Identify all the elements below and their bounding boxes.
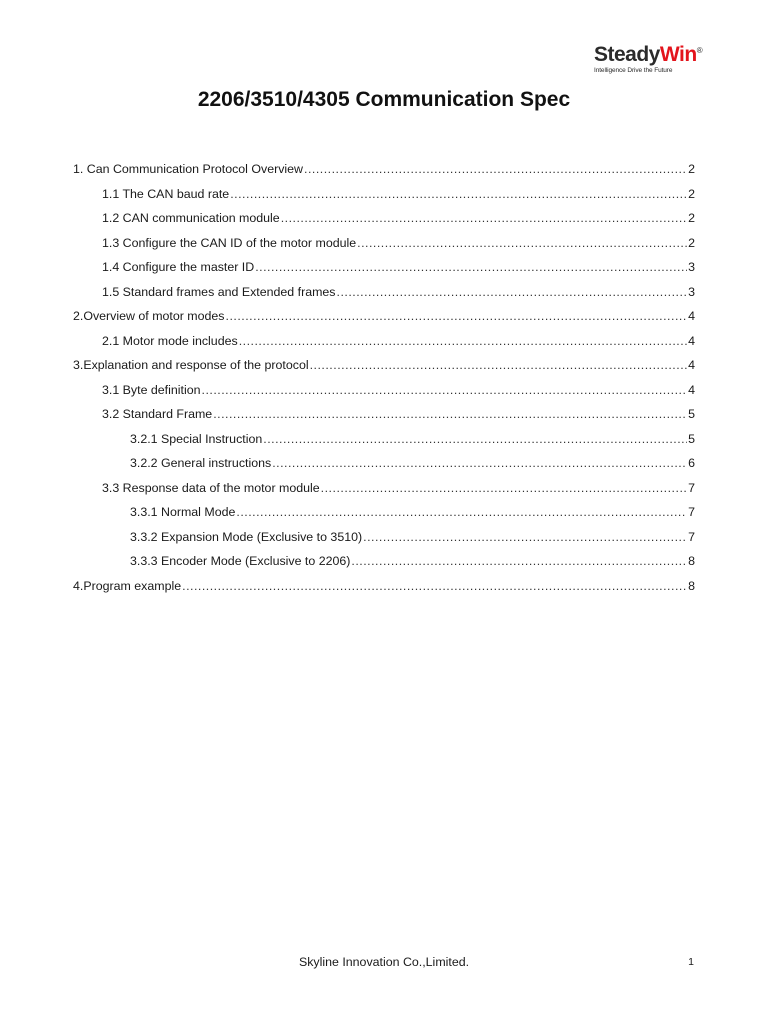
toc-dot-leader xyxy=(272,451,687,476)
toc-entry-title: 2.Overview of motor modes xyxy=(73,309,225,323)
toc-entry[interactable] xyxy=(73,182,695,207)
toc-entry[interactable] xyxy=(73,304,695,329)
toc-entry-page: 7 xyxy=(688,480,695,495)
toc-entry-title: 1.2 CAN communication module xyxy=(102,211,280,225)
toc-entry-title: 1.3 Configure the CAN ID of the motor module xyxy=(102,235,357,250)
toc-entry[interactable] xyxy=(73,427,695,452)
toc-dot-leader xyxy=(226,304,688,329)
toc-entry-title: 3.Explanation and response of the protocol xyxy=(73,358,309,372)
toc-entry-page: 3 xyxy=(688,284,695,299)
toc-entry-page: 5 xyxy=(688,431,695,446)
logo-registered-mark: ® xyxy=(696,46,703,55)
toc-dot-leader xyxy=(304,157,687,182)
toc-entry-page: 7 xyxy=(688,505,695,519)
toc-entry[interactable] xyxy=(73,206,695,231)
toc-entry-title: 3.2.1 Special Instruction xyxy=(130,431,263,446)
logo-word-win: Win xyxy=(659,43,697,66)
toc-dot-leader xyxy=(236,500,687,525)
toc-entry-title: 1.5 Standard frames and Extended frames xyxy=(102,284,336,299)
toc-entry-page: 7 xyxy=(688,529,695,544)
steadywin-logo xyxy=(594,40,703,74)
toc-dot-leader xyxy=(239,329,687,354)
logo-tagline: Intelligence Drive the Future xyxy=(594,67,673,74)
toc-entry[interactable] xyxy=(73,451,695,476)
toc-entry-page: 8 xyxy=(688,578,695,593)
toc-entry-title: 3.3 Response data of the motor module xyxy=(102,480,320,495)
footer-company: Skyline Innovation Co.,Limited. xyxy=(298,955,470,969)
toc-entry-title: 1.1 The CAN baud rate xyxy=(102,186,230,201)
toc-dot-leader xyxy=(321,476,687,501)
toc-entry-page: 2 xyxy=(688,235,695,250)
toc-dot-leader xyxy=(310,353,688,378)
toc-dot-leader xyxy=(202,378,688,403)
toc-entry-page: 4 xyxy=(688,309,695,323)
toc-entry[interactable] xyxy=(73,378,695,403)
document-title: 2206/3510/4305 Communication Spec xyxy=(197,88,571,111)
toc-entry-page: 5 xyxy=(688,407,695,421)
toc-entry[interactable] xyxy=(73,255,695,280)
toc-dot-leader xyxy=(337,280,688,305)
toc-entry-title: 3.2.2 General instructions xyxy=(130,456,272,470)
toc-entry[interactable] xyxy=(73,353,695,378)
toc-entry[interactable] xyxy=(73,574,695,599)
toc-entry-title: 3.3.2 Expansion Mode (Exclusive to 3510) xyxy=(130,529,363,544)
toc-entry-title: 1.4 Configure the master ID xyxy=(102,260,255,274)
toc-entry-title: 3.3.1 Normal Mode xyxy=(130,505,236,519)
toc-entry-page: 4 xyxy=(688,382,695,397)
page-number: 1 xyxy=(688,956,694,968)
table-of-contents xyxy=(73,157,695,598)
toc-entry-page: 4 xyxy=(688,333,695,348)
toc-entry-page: 3 xyxy=(688,260,695,274)
toc-entry-title: 1. Can Communication Protocol Overview xyxy=(73,162,304,176)
toc-entry[interactable] xyxy=(73,280,695,305)
logo-wordmark xyxy=(594,40,703,66)
toc-entry-title: 3.2 Standard Frame xyxy=(102,407,213,421)
toc-entry-page: 8 xyxy=(688,554,695,568)
toc-entry[interactable] xyxy=(73,402,695,427)
toc-entry-title: 4.Program example xyxy=(73,578,182,593)
toc-dot-leader xyxy=(263,427,687,452)
toc-dot-leader xyxy=(182,574,687,599)
toc-dot-leader xyxy=(363,525,687,550)
toc-entry-page: 2 xyxy=(688,211,695,225)
toc-dot-leader xyxy=(213,402,687,427)
toc-dot-leader xyxy=(357,231,687,256)
toc-entry[interactable] xyxy=(73,500,695,525)
logo-word-steady: Steady xyxy=(594,43,660,66)
toc-entry-page: 2 xyxy=(688,162,695,176)
toc-entry[interactable] xyxy=(73,549,695,574)
toc-entry-page: 6 xyxy=(688,456,695,470)
toc-entry[interactable] xyxy=(73,231,695,256)
toc-entry-title: 3.1 Byte definition xyxy=(102,382,201,397)
toc-entry[interactable] xyxy=(73,525,695,550)
toc-dot-leader xyxy=(281,206,687,231)
toc-entry[interactable] xyxy=(73,329,695,354)
toc-dot-leader xyxy=(351,549,687,574)
toc-dot-leader xyxy=(255,255,687,280)
toc-entry-page: 2 xyxy=(688,186,695,201)
toc-dot-leader xyxy=(230,182,687,207)
toc-entry-title: 2.1 Motor mode includes xyxy=(102,333,238,348)
toc-entry[interactable] xyxy=(73,476,695,501)
toc-entry-page: 4 xyxy=(688,358,695,372)
toc-entry-title: 3.3.3 Encoder Mode (Exclusive to 2206) xyxy=(130,554,351,568)
toc-entry[interactable] xyxy=(73,157,695,182)
